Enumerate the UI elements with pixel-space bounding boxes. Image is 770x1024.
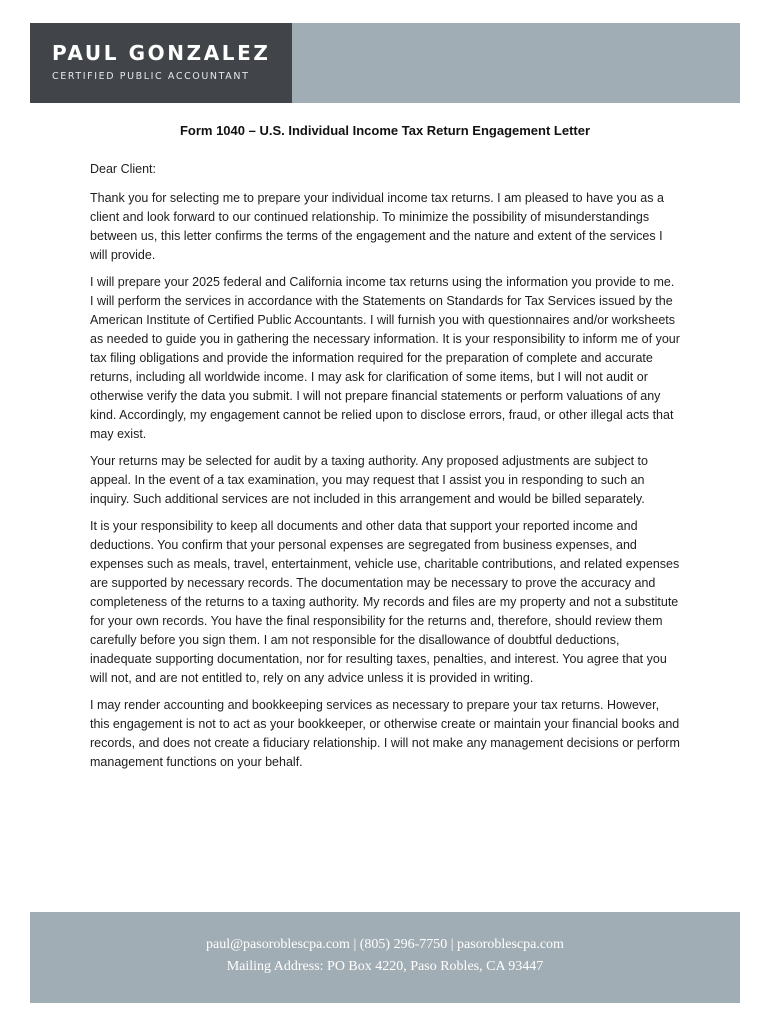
cpa-title: CERTIFIED PUBLIC ACCOUNTANT [52, 71, 250, 82]
footer-address: Mailing Address: PO Box 4220, Paso Robles, CA 93447 [226, 959, 544, 974]
letterhead-name-block [30, 23, 292, 103]
footer-contact: paul@pasoroblescpa.com | (805) 296-7750 | pasoroblescpa.com [206, 937, 564, 952]
paragraph-services: I will prepare your 2025 federal and California income tax returns using the information you provide to me. I will perform the services in accordance with the Statements on Standards for Tax Services issued by the American Institute of Certified Public Accountants. I will furnish you with questionnaires and/or worksheets as needed to guide you in gathering the necessary information. It is your responsibility to inform me of your tax filing obligations and provide the information required for the preparation of complete and accurate returns, including all worldwide income. I may ask for clarification of some items, but I will not audit or otherwise verify the data you submit. I will not prepare financial statements or perform valuations of any kind. Accordingly, my engagement cannot be relied upon to disclose errors, fraud, or other illegal acts that may exist. [90, 275, 680, 441]
cpa-name: PAUL GONZALEZ [52, 41, 271, 65]
paragraph-intro: Thank you for selecting me to prepare your individual income tax returns. I am pleased to have you as a client and look forward to our continued relationship. To minimize the possibility of misunderstandings between us, this letter confirms the terms of the engagement and the nature and extent of the services I will provide. [90, 191, 664, 262]
footer-band [30, 912, 740, 1003]
paragraph-audit: Your returns may be selected for audit by a taxing authority. Any proposed adjustments are subject to appeal. In the event of a tax examination, you may request that I assist you in responding to such an inquiry. Such additional services are not included in this arrangement and would be billed separately. [90, 454, 648, 506]
letter-body [90, 160, 680, 780]
paragraph-records: It is your responsibility to keep all documents and other data that support your reported income and deductions. You confirm that your personal expenses are segregated from business expenses, and expenses such as meals, travel, entertainment, vehicle use, charitable contributions, and related expenses are supported by necessary records. The documentation may be necessary to prove the accuracy and completeness of the returns to a taxing authority. My records and files are my property and not a substitute for your own records. You have the final responsibility for the returns and, therefore, should review them carefully before you sign them. I am not responsible for the disallowance of doubtful deductions, inadequate supporting documentation, nor for resulting taxes, penalties, and interest. You agree that you will not, and are not entitled to, rely on any advice unless it is provided in writing. [90, 519, 680, 685]
letter-title: Form 1040 – U.S. Individual Income Tax Return Engagement Letter [179, 123, 591, 138]
greeting: Dear Client: [90, 162, 156, 176]
paragraph-bookkeeping: I may render accounting and bookkeeping services as necessary to prepare your tax returns. However, this engagement is not to act as your bookkeeper, or otherwise create or maintain your financial books and records, and does not create a fiduciary relationship. I will not make any management decisions or perform management functions on your behalf. [90, 698, 680, 769]
